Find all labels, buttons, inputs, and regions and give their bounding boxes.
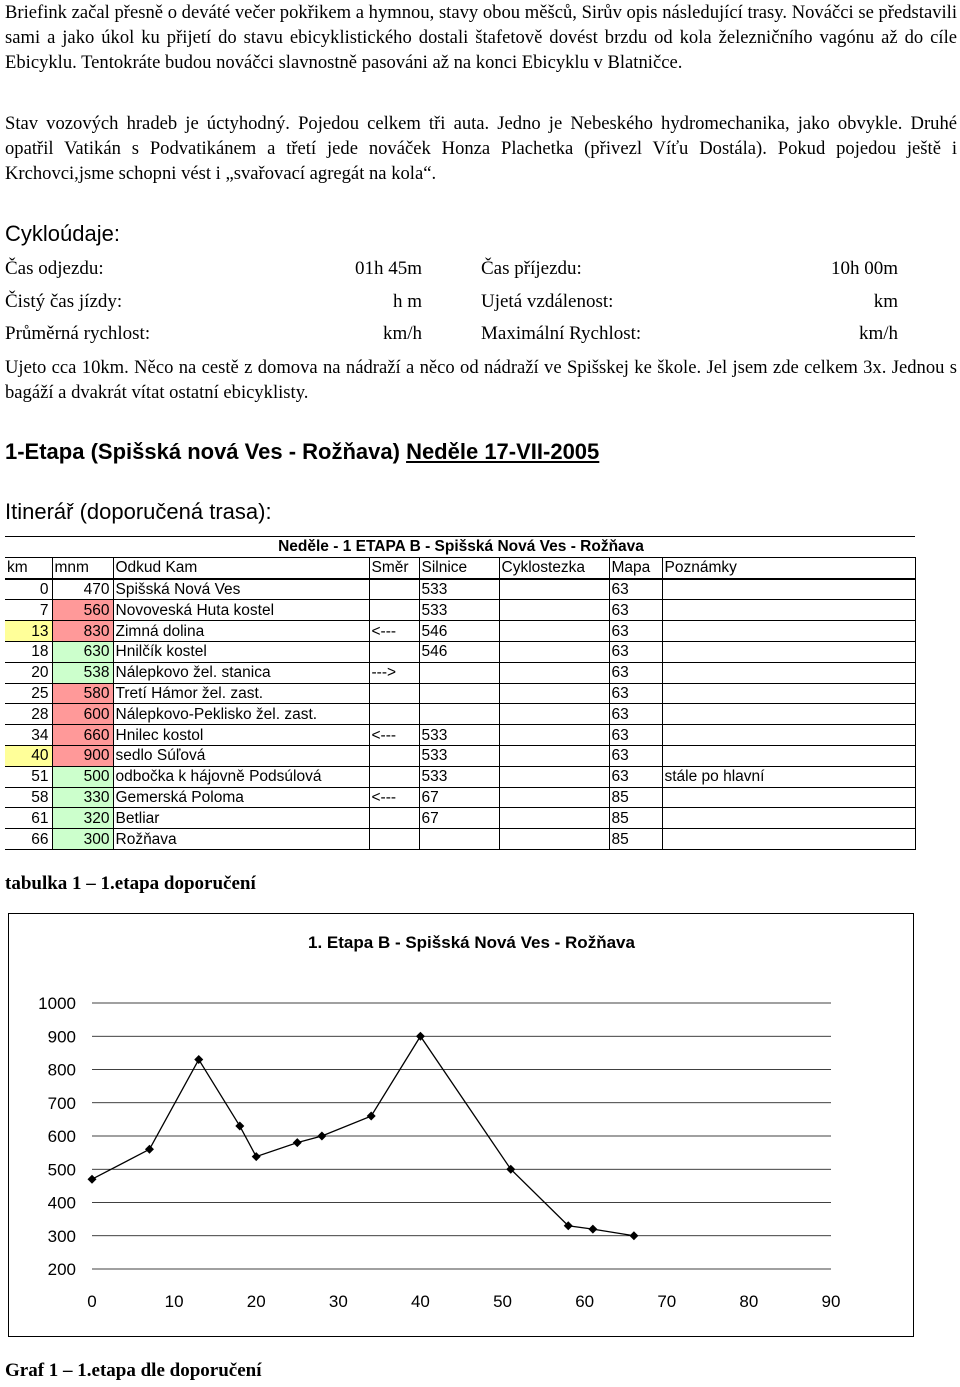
x-tick-label: 90	[821, 1292, 841, 1311]
route-table-cell-silnice	[419, 829, 499, 850]
route-table-cell-silnice: 533	[419, 600, 499, 621]
table-row	[5, 745, 915, 766]
route-table-cell-silnice: 533	[419, 745, 499, 766]
data-point	[293, 1138, 302, 1147]
route-table-cell-smer: --->	[369, 662, 419, 683]
route-table-cell-cyklo	[499, 829, 609, 850]
chart-caption: Graf 1 – 1.etapa dle doporučení	[5, 1360, 262, 1381]
route-table-cell-pozn	[662, 621, 915, 642]
route-table	[5, 536, 916, 850]
route-table-cell-mapa: 63	[609, 662, 662, 683]
route-table-cell-km: 25	[5, 683, 52, 704]
x-tick-label: 10	[164, 1292, 184, 1311]
route-table-cell-mapa: 63	[609, 704, 662, 725]
route-table-cell-place: Hnilčík kostel	[113, 641, 369, 662]
route-table-header-cell: Mapa	[609, 557, 662, 578]
route-table-cell-km: 34	[5, 725, 52, 746]
route-table-cell-km: 61	[5, 808, 52, 829]
table-row	[5, 725, 915, 746]
route-table-header-cell: Cyklostezka	[499, 557, 609, 578]
route-table-cell-silnice	[419, 704, 499, 725]
etapa-heading-route: 1-Etapa (Spišská nová Ves - Rožňava)	[5, 439, 400, 464]
route-table-title: Neděle - 1 ETAPA B - Spišská Nová Ves - Rožňava	[5, 537, 915, 558]
route-table-cell-place: odbočka k hájovně Podsúlová	[113, 766, 369, 787]
route-table-cell-mnm: 830	[52, 621, 113, 642]
route-table-cell-silnice	[419, 683, 499, 704]
route-table-cell-km: 0	[5, 579, 52, 600]
route-table-cell-mnm: 500	[52, 766, 113, 787]
route-table-cell-mnm: 330	[52, 787, 113, 808]
route-table-cell-smer	[369, 579, 419, 600]
route-table-cell-cyklo	[499, 787, 609, 808]
route-table-cell-km: 13	[5, 621, 52, 642]
route-table-cell-smer: <---	[369, 787, 419, 808]
route-table-cell-mapa: 63	[609, 683, 662, 704]
route-table-cell-mnm: 580	[52, 683, 113, 704]
route-table-cell-pozn	[662, 725, 915, 746]
data-point	[194, 1055, 203, 1064]
route-table-cell-cyklo	[499, 745, 609, 766]
table-row	[5, 787, 915, 808]
data-point	[367, 1112, 376, 1121]
cyklo-label-odjezd: Čas odjezdu:	[5, 258, 104, 279]
table-row	[5, 579, 915, 600]
route-table-cell-place: Betliar	[113, 808, 369, 829]
route-table-cell-km: 28	[5, 704, 52, 725]
route-table-cell-place: Nálepkovo žel. stanica	[113, 662, 369, 683]
route-table-cell-mapa: 85	[609, 829, 662, 850]
x-tick-label: 40	[410, 1292, 430, 1311]
cyklo-label-vzdalenost: Ujetá vzdálenost:	[481, 291, 614, 312]
route-table-cell-mapa: 63	[609, 579, 662, 600]
route-table-cell-km: 51	[5, 766, 52, 787]
route-table-cell-silnice: 533	[419, 725, 499, 746]
route-table-cell-pozn	[662, 745, 915, 766]
route-table-cell-place: Rožňava	[113, 829, 369, 850]
etapa-heading-date: Neděle 17-VII-2005	[406, 439, 600, 464]
route-table-cell-cyklo	[499, 600, 609, 621]
route-table-cell-mnm: 600	[52, 704, 113, 725]
route-table-cell-mnm: 560	[52, 600, 113, 621]
data-point	[588, 1225, 597, 1234]
route-table-cell-place: Novoveská Huta kostel	[113, 600, 369, 621]
route-table-cell-cyklo	[499, 683, 609, 704]
route-table-cell-mapa: 63	[609, 641, 662, 662]
cyklo-value-odjezd: 01h 45m	[354, 258, 422, 279]
route-table-cell-mnm: 630	[52, 641, 113, 662]
chart-title: 1. Etapa B - Spišská Nová Ves - Rožňava	[308, 933, 635, 952]
route-table-cell-mapa: 63	[609, 725, 662, 746]
route-table-cell-smer	[369, 766, 419, 787]
y-tick-label: 900	[47, 1027, 76, 1047]
route-table-cell-silnice: 67	[419, 787, 499, 808]
route-table-cell-smer: <---	[369, 621, 419, 642]
cyklo-heading: Cykloúdaje:	[5, 221, 120, 246]
route-table-cell-mapa: 63	[609, 766, 662, 787]
route-table-cell-pozn	[662, 600, 915, 621]
route-table-cell-km: 66	[5, 829, 52, 850]
cyklo-value-cisty-cas: h m	[392, 291, 422, 312]
route-table-header-cell: Směr	[369, 557, 419, 578]
route-table-cell-pozn	[662, 641, 915, 662]
data-point	[416, 1032, 425, 1041]
route-table-cell-place: Zimná dolina	[113, 621, 369, 642]
chart-frame	[8, 913, 914, 1337]
x-tick-label: 60	[575, 1292, 595, 1311]
data-point	[88, 1175, 97, 1184]
cyklo-value-prijezd: 10h 00m	[830, 258, 898, 279]
y-tick-label: 600	[47, 1127, 76, 1146]
y-tick-label: 1000	[38, 994, 76, 1013]
route-table-cell-pozn: stále po hlavní	[662, 766, 915, 787]
route-table-cell-mapa: 63	[609, 600, 662, 621]
table-row	[5, 808, 915, 829]
route-table-cell-pozn	[662, 787, 915, 808]
route-table-cell-mnm: 660	[52, 725, 113, 746]
y-tick-label: 300	[47, 1226, 76, 1246]
route-table-cell-km: 18	[5, 641, 52, 662]
itinerary-heading: Itinerář (doporučená trasa):	[5, 499, 272, 524]
data-point	[317, 1132, 326, 1141]
table-row	[5, 600, 915, 621]
route-table-cell-mapa: 85	[609, 808, 662, 829]
route-table-cell-smer	[369, 704, 419, 725]
route-table-cell-smer	[369, 683, 419, 704]
table-row	[5, 829, 915, 850]
route-table-cell-smer: <---	[369, 725, 419, 746]
route-table-cell-mnm: 538	[52, 662, 113, 683]
table-row	[5, 683, 915, 704]
route-table-cell-km: 58	[5, 787, 52, 808]
cyklo-label-maximalni: Maximální Rychlost:	[481, 323, 642, 344]
route-table-cell-cyklo	[499, 662, 609, 683]
route-table-cell-cyklo	[499, 579, 609, 600]
route-table-cell-silnice: 546	[419, 621, 499, 642]
data-point	[252, 1152, 261, 1161]
y-tick-label: 800	[47, 1060, 76, 1080]
data-point	[145, 1145, 154, 1154]
route-table-cell-place: sedlo Súľová	[113, 745, 369, 766]
intro-paragraph-2: Stav vozových hradeb je úctyhodný. Pojedou celkem tři auta. Jedno je Nebeského hydromechanika, jako obvykle. Druhé opatřil Vatikán s Podvatikánem a třetí jede nováček Honza Plachetka (přivezl Víťu Dostála). Pokud pojedou ještě i Krchovci,jsme schopni vést i „svařovací agregát na kola“.	[5, 113, 957, 184]
cyklo-value-vzdalenost: km	[873, 291, 898, 312]
route-table-cell-place: Spišská Nová Ves	[113, 579, 369, 600]
table-caption: tabulka 1 – 1.etapa doporučení	[5, 873, 256, 894]
route-table-cell-pozn	[662, 808, 915, 829]
route-table-cell-silnice	[419, 662, 499, 683]
cyklo-label-cisty-cas: Čistý čas jízdy:	[5, 291, 123, 312]
x-tick-label: 20	[246, 1292, 266, 1311]
route-table-header-cell: Silnice	[419, 557, 499, 578]
table-row	[5, 704, 915, 725]
y-tick-label: 500	[47, 1160, 76, 1180]
route-table-cell-silnice: 533	[419, 579, 499, 600]
route-table-header-row	[5, 557, 915, 578]
y-tick-label: 200	[47, 1260, 76, 1279]
cyklo-value-maximalni: km/h	[858, 323, 898, 344]
cyklo-value-prumerna: km/h	[382, 323, 422, 344]
route-table-cell-pozn	[662, 829, 915, 850]
route-table-cell-km: 20	[5, 662, 52, 683]
route-table-cell-cyklo	[499, 641, 609, 662]
route-table-cell-pozn	[662, 662, 915, 683]
route-table-cell-silnice: 546	[419, 641, 499, 662]
route-table-cell-silnice: 533	[419, 766, 499, 787]
cyklo-note: Ujeto cca 10km. Něco na cestě z domova na nádraží a něco od nádraží ve Spišskej ke škole. Jel jsem zde celkem 3x. Jednou s bagáží a dvakrát vítat ostatní ebicyklisty.	[5, 357, 957, 403]
route-table-cell-cyklo	[499, 621, 609, 642]
route-table-cell-km: 7	[5, 600, 52, 621]
route-table-cell-pozn	[662, 704, 915, 725]
cyklo-label-prumerna: Průměrná rychlost:	[5, 323, 151, 344]
route-table-cell-mapa: 63	[609, 621, 662, 642]
x-tick-label: 30	[328, 1292, 348, 1311]
x-tick-label: 80	[739, 1292, 759, 1311]
route-table-header-cell: Odkud Kam	[113, 557, 369, 578]
route-table-cell-mnm: 300	[52, 829, 113, 850]
table-row	[5, 662, 915, 683]
route-table-title-row	[5, 537, 915, 558]
route-table-cell-smer	[369, 808, 419, 829]
route-table-cell-place: Gemerská Poloma	[113, 787, 369, 808]
route-table-cell-cyklo	[499, 704, 609, 725]
table-row	[5, 766, 915, 787]
route-table-cell-mnm: 320	[52, 808, 113, 829]
etapa-heading	[5, 439, 599, 465]
cyklo-label-prijezd: Čas příjezdu:	[481, 258, 582, 279]
route-table-cell-cyklo	[499, 766, 609, 787]
table-row	[5, 641, 915, 662]
route-table-cell-silnice: 67	[419, 808, 499, 829]
route-table-cell-mapa: 63	[609, 745, 662, 766]
route-table-cell-mnm: 470	[52, 579, 113, 600]
route-table-cell-cyklo	[499, 808, 609, 829]
route-table-cell-place: Tretí Hámor žel. zast.	[113, 683, 369, 704]
route-table-cell-smer	[369, 829, 419, 850]
intro-paragraph-1: Briefink začal přesně o deváté večer pokřikem a hymnou, stavy obou měšců, Sirův opis následující trasy. Nováčci se představili sami a jako úkol ku přijetí do stavu ebicyklistického dostali štafetově dovést brzdu od kola železničního vagónu až do cíle Ebicyklu. Tentokráte budou nováčci slavnostně pasováni až na konci Ebicyklu v Blatničce.	[5, 2, 957, 73]
route-table-cell-pozn	[662, 683, 915, 704]
route-table-cell-smer	[369, 641, 419, 662]
elevation-chart	[9, 914, 913, 1336]
route-table-cell-mnm: 900	[52, 745, 113, 766]
y-tick-label: 700	[47, 1093, 76, 1113]
route-table-cell-place: Hnilec kostol	[113, 725, 369, 746]
route-table-cell-km: 40	[5, 745, 52, 766]
x-tick-label: 0	[87, 1292, 97, 1311]
route-table-cell-smer	[369, 600, 419, 621]
route-table-header-cell: mnm	[52, 557, 113, 578]
table-row	[5, 621, 915, 642]
route-table-cell-smer	[369, 745, 419, 766]
route-table-cell-pozn	[662, 579, 915, 600]
y-tick-label: 400	[47, 1193, 76, 1213]
route-table-header-cell: Poznámky	[662, 557, 915, 578]
x-tick-label: 50	[493, 1292, 513, 1311]
x-tick-label: 70	[657, 1292, 677, 1311]
route-table-cell-mapa: 85	[609, 787, 662, 808]
route-table-header-cell: km	[5, 557, 52, 578]
route-table-cell-cyklo	[499, 725, 609, 746]
data-point	[629, 1231, 638, 1240]
route-table-cell-place: Nálepkovo-Peklisko žel. zast.	[113, 704, 369, 725]
data-point	[235, 1122, 244, 1131]
